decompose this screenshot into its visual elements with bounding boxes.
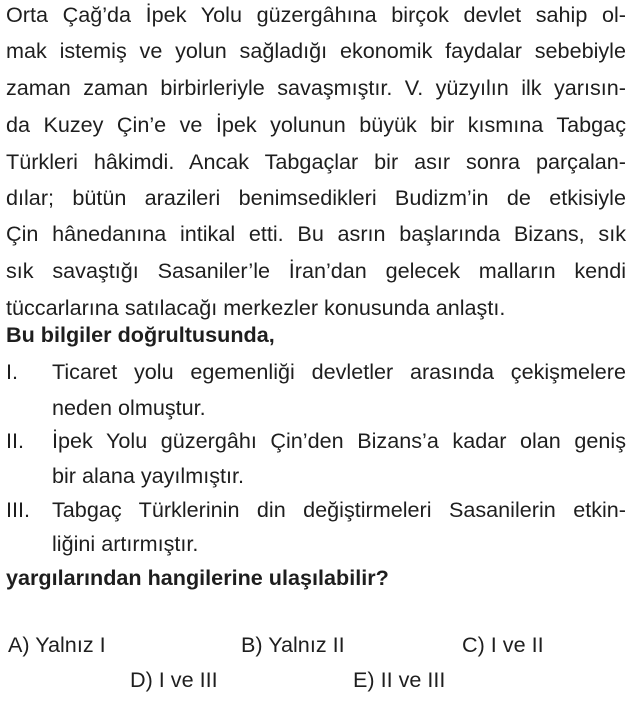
statement-text: neden olmuştur. bbox=[52, 395, 206, 420]
paragraph-line: mak istemiş ve yolun sağladığı ekonomik faydalar sebebiyle bbox=[6, 38, 626, 63]
question-text: yargılarından hangilerine ulaşılabilir? bbox=[6, 565, 389, 590]
paragraph-line: Türkleri hâkimdi. Ancak Tabgaçlar bir asır sonra parçalan- bbox=[6, 149, 626, 174]
option-c[interactable]: C) I ve II bbox=[462, 632, 544, 657]
option-b[interactable]: B) Yalnız II bbox=[241, 632, 345, 657]
statement-text: Tabgaç Türklerinin din değiştirmeleri Sasanilerin etkin- bbox=[52, 497, 626, 522]
paragraph-line: tüccarlarına satılacağı merkezler konusunda anlaştı. bbox=[6, 295, 506, 320]
statement-text: bir alana yayılmıştır. bbox=[52, 463, 245, 488]
paragraph-line: zaman zaman birbirleriyle savaşmıştır. V. yüzyılın ilk yarısın- bbox=[6, 75, 626, 100]
prompt-heading: Bu bilgiler doğrultusunda, bbox=[6, 322, 275, 347]
statement-label: III. bbox=[6, 497, 30, 522]
option-d[interactable]: D) I ve III bbox=[130, 667, 218, 692]
paragraph-line: dılar; bütün arazileri benimsedikleri Budizm’in de etkisiyle bbox=[6, 185, 626, 210]
option-a[interactable]: A) Yalnız I bbox=[8, 632, 106, 657]
statement-text: liğini artırmıştır. bbox=[52, 531, 199, 556]
statement-label: I. bbox=[6, 359, 18, 384]
paragraph-line: Çin hânedanına intikal etti. Bu asrın başlarında Bizans, sık bbox=[6, 221, 626, 246]
option-e[interactable]: E) II ve III bbox=[353, 667, 446, 692]
paragraph-line: Orta Çağ’da İpek Yolu güzergâhına birçok devlet sahip ol- bbox=[6, 2, 626, 27]
paragraph-line: da Kuzey Çin’e ve İpek yolunun büyük bir kısmına Tabgaç bbox=[6, 112, 626, 137]
statement-text: İpek Yolu güzergâhı Çin’den Bizans’a kadar olan geniş bbox=[52, 428, 626, 453]
statement-text: Ticaret yolu egemenliği devletler arasında çekişmelere bbox=[52, 359, 626, 384]
statement-label: II. bbox=[6, 428, 24, 453]
paragraph-line: sık savaştığı Sasaniler’le İran’dan gelecek malların kendi bbox=[6, 258, 626, 283]
